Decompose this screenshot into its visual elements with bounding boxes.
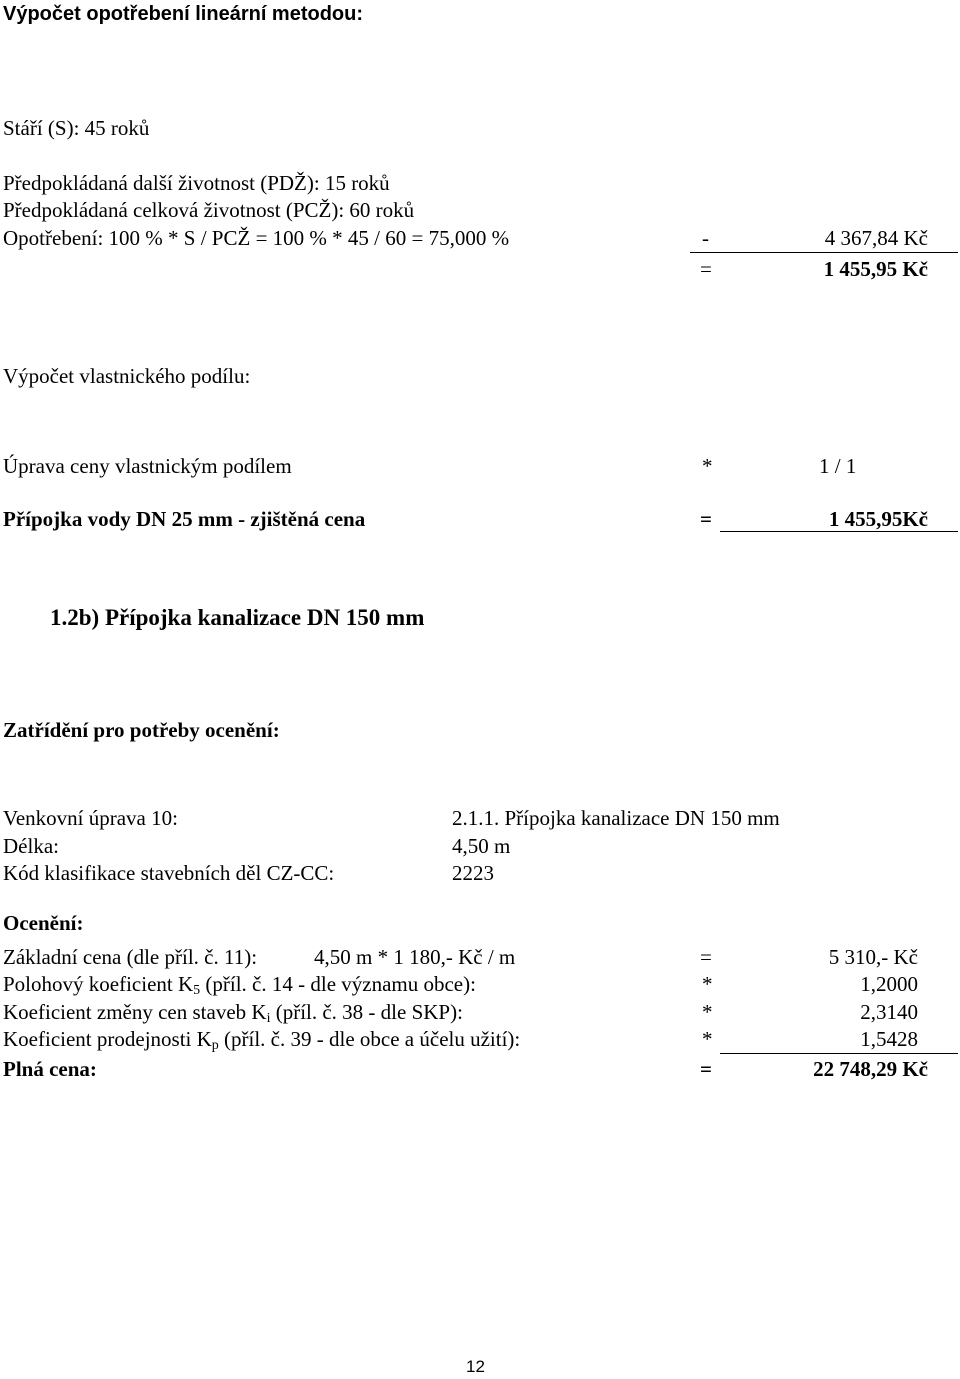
water-connection-label: Přípojka vody DN 25 mm - zjištěná cena <box>3 507 366 531</box>
position-coef-label: Polohový koeficient $K_5$ (příl. č. 14 - dle významu obce): <box>3 972 476 998</box>
wear-section-title: Výpočet opotřebení lineární metodou: <box>3 3 364 25</box>
wear-underline <box>690 252 958 253</box>
field-label: Délka: <box>3 834 59 858</box>
base-price-value: 5 310,- Kč <box>828 945 918 969</box>
position-coef-operator: * <box>702 972 713 996</box>
age-line: Stáří (S): 45 roků <box>3 116 150 140</box>
valuation-title: Ocenění: <box>3 911 84 935</box>
total-life-line: Předpokládaná celková životnost (PCŽ): 60 roků <box>3 198 415 222</box>
price-change-coef-value: 2,3140 <box>860 1000 918 1024</box>
full-price-value: 22 748,29 Kč <box>813 1057 928 1081</box>
classification-title: Zatřídění pro potřeby ocenění: <box>3 718 280 742</box>
base-price-calc: 4,50 m * 1 180,- Kč / m <box>314 945 516 969</box>
field-value: 2223 <box>452 861 494 885</box>
wear-value: 4 367,84 Kč <box>824 226 928 250</box>
full-price-operator: = <box>700 1057 712 1081</box>
water-connection-value: 1 455,95Kč <box>828 507 928 531</box>
wear-label: Opotřebení: 100 % * S / PCŽ = 100 % * 45 / 60 = 75,000 % <box>3 226 510 250</box>
sewer-heading: 1.2b) Přípojka kanalizace DN 150 mm <box>50 605 425 630</box>
water-connection-operator: = <box>700 507 712 531</box>
full-price-label: Plná cena: <box>3 1057 97 1081</box>
price-change-coef-operator: * <box>702 1000 713 1024</box>
wear-operator: - <box>702 226 709 250</box>
ownership-adjust-value: 1 / 1 <box>819 454 857 478</box>
water-connection-underline <box>720 531 958 532</box>
position-coef-value: 1,2000 <box>860 972 918 996</box>
field-value: 2.1.1. Přípojka kanalizace DN 150 mm <box>452 806 780 830</box>
ownership-adjust-operator: * <box>702 454 713 478</box>
base-price-label: Základní cena (dle příl. č. 11): <box>3 945 258 969</box>
valuation-underline <box>720 1053 958 1054</box>
field-label: Kód klasifikace stavebních děl CZ-CC: <box>3 861 335 885</box>
wear-result-operator: = <box>700 257 712 281</box>
remaining-life-line: Předpokládaná další životnost (PDŽ): 15 roků <box>3 171 390 195</box>
field-value: 4,50 m <box>452 834 511 858</box>
saleability-coef-operator: * <box>702 1027 713 1051</box>
saleability-coef-label: Koeficient prodejnosti $K_p$ (příl. č. 39 - dle obce a účelu užití): <box>3 1027 521 1053</box>
ownership-section-title: Výpočet vlastnického podílu: <box>3 364 251 388</box>
ownership-adjust-label: Úprava ceny vlastnickým podílem <box>3 454 292 478</box>
saleability-coef-value: 1,5428 <box>860 1027 918 1051</box>
page-number: 12 <box>466 1357 485 1376</box>
base-price-operator: = <box>700 945 712 969</box>
price-change-coef-label: Koeficient změny cen staveb $K_i$ (příl. č. 38 - dle SKP): <box>3 1000 463 1026</box>
wear-result-value: 1 455,95 Kč <box>823 257 928 281</box>
field-label: Venkovní úprava 10: <box>3 806 178 830</box>
